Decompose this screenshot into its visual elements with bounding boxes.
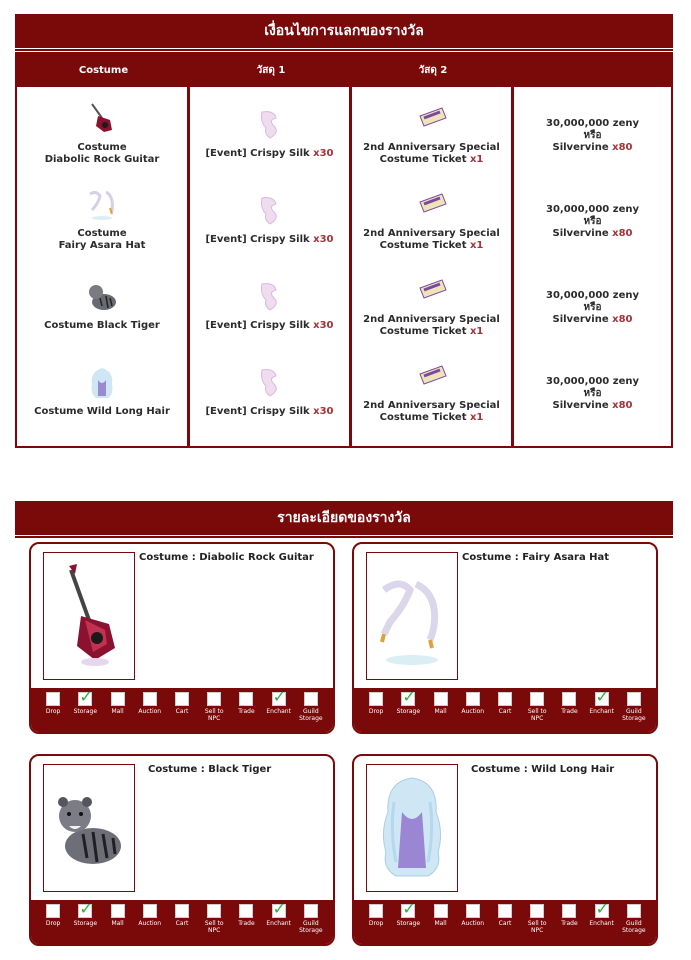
costume-ticket-icon bbox=[416, 102, 448, 136]
option-trade bbox=[232, 692, 260, 732]
costume-ticket-icon bbox=[416, 360, 448, 394]
material-2-line2: Costume Ticket bbox=[379, 326, 467, 337]
header-material-1: วัสดุ 1 bbox=[256, 65, 286, 76]
option-label: Drop bbox=[368, 920, 384, 927]
sell-to-npc-checkbox bbox=[207, 692, 221, 706]
trade-checkbox bbox=[239, 692, 253, 706]
option-label: Auction bbox=[138, 920, 162, 927]
exchange-conditions-banner bbox=[15, 14, 673, 48]
drop-checkbox bbox=[369, 904, 383, 918]
reward-name: Costume : Fairy Asara Hat bbox=[462, 552, 610, 563]
mall-checkbox bbox=[111, 692, 125, 706]
option-label: Mall bbox=[434, 920, 447, 927]
option-label: Drop bbox=[45, 708, 61, 715]
mall-checkbox bbox=[434, 692, 448, 706]
item-options-bar bbox=[31, 688, 333, 732]
material-1-qty: x30 bbox=[313, 320, 334, 331]
trade-checkbox bbox=[562, 692, 576, 706]
table-row bbox=[17, 91, 187, 177]
material-2-text bbox=[380, 412, 484, 424]
option-label: Trade bbox=[561, 920, 578, 927]
option-label: Trade bbox=[238, 708, 255, 715]
alt-name: Silvervine bbox=[552, 228, 609, 239]
option-label: Storage bbox=[396, 920, 421, 927]
alt-qty: x80 bbox=[612, 400, 633, 411]
table-row bbox=[190, 263, 349, 349]
costume-label-line2: Diabolic Rock Guitar bbox=[44, 154, 160, 165]
table-row bbox=[352, 177, 511, 263]
material-1-column bbox=[190, 87, 352, 446]
storage-checkbox bbox=[401, 904, 415, 918]
option-trade bbox=[232, 904, 260, 944]
reward-card-fairy-asara-hat bbox=[352, 542, 658, 734]
option-storage bbox=[394, 692, 422, 732]
crispy-silk-icon bbox=[254, 108, 286, 142]
reward-card-diabolic-rock-guitar bbox=[29, 542, 335, 734]
trade-checkbox bbox=[239, 904, 253, 918]
table-body bbox=[17, 87, 671, 446]
option-sell-to-npc bbox=[200, 904, 228, 944]
option-mall bbox=[427, 692, 455, 732]
material-1-qty: x30 bbox=[313, 406, 334, 417]
reward-name: Costume : Wild Long Hair bbox=[471, 764, 615, 775]
auction-checkbox bbox=[143, 904, 157, 918]
option-auction bbox=[459, 692, 487, 732]
costume-ticket-icon bbox=[416, 188, 448, 222]
reward-card-wild-long-hair bbox=[352, 754, 658, 946]
fairy-hat-icon bbox=[86, 188, 118, 222]
material-2-text bbox=[380, 326, 484, 338]
auction-checkbox bbox=[466, 692, 480, 706]
table-row bbox=[17, 263, 187, 349]
material-1-text bbox=[205, 148, 333, 160]
auction-checkbox bbox=[143, 692, 157, 706]
option-label: Mall bbox=[111, 920, 124, 927]
crispy-silk-icon bbox=[254, 194, 286, 228]
option-label: Sell to NPC bbox=[527, 708, 547, 722]
option-mall bbox=[427, 904, 455, 944]
option-label: Storage bbox=[73, 708, 98, 715]
material-2-qty: x1 bbox=[469, 412, 484, 423]
material-1-name: [Event] Crispy Silk bbox=[205, 406, 310, 417]
price-alt bbox=[553, 228, 633, 240]
table-row bbox=[514, 179, 671, 265]
wild-long-hair-icon bbox=[86, 366, 118, 400]
storage-checkbox bbox=[78, 904, 92, 918]
material-2-column bbox=[352, 87, 514, 446]
sell-to-npc-checkbox bbox=[530, 904, 544, 918]
option-label: Mall bbox=[111, 708, 124, 715]
costume-label-line2: Costume Black Tiger bbox=[44, 320, 160, 331]
option-label: Cart bbox=[498, 708, 512, 715]
guild-storage-checkbox bbox=[627, 904, 641, 918]
enchant-checkbox bbox=[272, 692, 286, 706]
option-label: Trade bbox=[238, 920, 255, 927]
option-label: Enchant bbox=[589, 920, 614, 927]
costume-column bbox=[17, 87, 190, 446]
trade-checkbox bbox=[562, 904, 576, 918]
option-enchant bbox=[588, 904, 616, 944]
storage-checkbox bbox=[78, 692, 92, 706]
reward-name: Costume : Diabolic Rock Guitar bbox=[139, 552, 314, 563]
table-header bbox=[17, 54, 671, 87]
cart-checkbox bbox=[175, 692, 189, 706]
option-mall bbox=[104, 692, 132, 732]
material-2-line2: Costume Ticket bbox=[379, 412, 467, 423]
option-label: Enchant bbox=[266, 708, 291, 715]
reward-image-frame bbox=[43, 552, 135, 680]
guild-storage-checkbox bbox=[304, 692, 318, 706]
table-row bbox=[352, 263, 511, 349]
option-label: Guild Storage bbox=[299, 920, 323, 934]
reward-image-frame bbox=[43, 764, 135, 892]
drop-checkbox bbox=[46, 692, 60, 706]
enchant-checkbox bbox=[595, 692, 609, 706]
material-2-qty: x1 bbox=[469, 154, 484, 165]
material-2-line1: 2nd Anniversary Special bbox=[363, 142, 500, 153]
auction-checkbox bbox=[466, 904, 480, 918]
option-label: Cart bbox=[175, 920, 189, 927]
sell-to-npc-checkbox bbox=[530, 692, 544, 706]
cart-checkbox bbox=[175, 904, 189, 918]
reward-image-frame bbox=[366, 552, 458, 680]
option-label: Storage bbox=[73, 920, 98, 927]
item-options-bar bbox=[31, 900, 333, 944]
drop-checkbox bbox=[46, 904, 60, 918]
costume-label-line2: Fairy Asara Hat bbox=[58, 240, 146, 251]
price-or: หรือ bbox=[583, 302, 602, 313]
option-auction bbox=[136, 904, 164, 944]
material-2-line1: 2nd Anniversary Special bbox=[363, 400, 500, 411]
material-2-text bbox=[380, 240, 484, 252]
alt-qty: x80 bbox=[612, 228, 633, 239]
price-alt bbox=[553, 314, 633, 326]
material-1-text bbox=[205, 320, 333, 332]
guild-storage-checkbox bbox=[627, 692, 641, 706]
black-tiger-icon bbox=[49, 772, 129, 884]
crispy-silk-icon bbox=[254, 280, 286, 314]
option-drop bbox=[39, 692, 67, 732]
reward-card-black-tiger bbox=[29, 754, 335, 946]
option-label: Sell to NPC bbox=[204, 920, 224, 934]
cart-checkbox bbox=[498, 692, 512, 706]
material-2-line1: 2nd Anniversary Special bbox=[363, 228, 500, 239]
price-zeny: 30,000,000 zeny bbox=[546, 118, 639, 129]
option-drop bbox=[362, 904, 390, 944]
material-2-line1: 2nd Anniversary Special bbox=[363, 314, 500, 325]
enchant-checkbox bbox=[595, 904, 609, 918]
material-1-name: [Event] Crispy Silk bbox=[205, 320, 310, 331]
table-row bbox=[352, 349, 511, 435]
black-tiger-icon bbox=[86, 280, 118, 314]
option-sell-to-npc bbox=[523, 904, 551, 944]
option-sell-to-npc bbox=[200, 692, 228, 732]
mall-checkbox bbox=[434, 904, 448, 918]
table-row bbox=[514, 93, 671, 179]
crispy-silk-icon bbox=[254, 366, 286, 400]
material-1-name: [Event] Crispy Silk bbox=[205, 234, 310, 245]
fairy-hat-icon bbox=[372, 560, 452, 672]
option-trade bbox=[555, 904, 583, 944]
table-row bbox=[514, 265, 671, 351]
alt-name: Silvervine bbox=[552, 400, 609, 411]
price-or: หรือ bbox=[583, 130, 602, 141]
option-label: Auction bbox=[138, 708, 162, 715]
exchange-table bbox=[15, 52, 673, 448]
material-2-qty: x1 bbox=[469, 240, 484, 251]
option-label: Cart bbox=[175, 708, 189, 715]
reward-name: Costume : Black Tiger bbox=[148, 764, 272, 775]
option-enchant bbox=[265, 692, 293, 732]
option-enchant bbox=[588, 692, 616, 732]
costume-label-line1: Costume bbox=[77, 228, 127, 239]
option-label: Mall bbox=[434, 708, 447, 715]
material-2-qty: x1 bbox=[469, 326, 484, 337]
costume-label-line1: Costume bbox=[77, 142, 127, 153]
option-drop bbox=[39, 904, 67, 944]
table-row bbox=[190, 349, 349, 435]
price-or: หรือ bbox=[583, 388, 602, 399]
material-1-qty: x30 bbox=[313, 148, 334, 159]
item-options-bar bbox=[354, 688, 656, 732]
guild-storage-checkbox bbox=[304, 904, 318, 918]
item-options-bar bbox=[354, 900, 656, 944]
option-label: Storage bbox=[396, 708, 421, 715]
material-1-text bbox=[205, 234, 333, 246]
enchant-checkbox bbox=[272, 904, 286, 918]
option-label: Sell to NPC bbox=[527, 920, 547, 934]
price-zeny: 30,000,000 zeny bbox=[546, 204, 639, 215]
option-label: Sell to NPC bbox=[204, 708, 224, 722]
reward-image-frame bbox=[366, 764, 458, 892]
option-guild-storage bbox=[620, 904, 648, 944]
cart-checkbox bbox=[498, 904, 512, 918]
option-cart bbox=[491, 692, 519, 732]
option-cart bbox=[168, 904, 196, 944]
price-or: หรือ bbox=[583, 216, 602, 227]
storage-checkbox bbox=[401, 692, 415, 706]
costume-ticket-icon bbox=[416, 274, 448, 308]
reward-details-title: รายละเอียดของรางวัล bbox=[277, 510, 411, 526]
header-material-2: วัสดุ 2 bbox=[418, 65, 448, 76]
sell-to-npc-checkbox bbox=[207, 904, 221, 918]
table-row bbox=[352, 91, 511, 177]
table-row bbox=[190, 177, 349, 263]
guitar-icon bbox=[49, 560, 129, 672]
option-label: Guild Storage bbox=[622, 708, 646, 722]
option-guild-storage bbox=[297, 904, 325, 944]
option-label: Auction bbox=[461, 920, 485, 927]
price-zeny: 30,000,000 zeny bbox=[546, 290, 639, 301]
option-sell-to-npc bbox=[523, 692, 551, 732]
alt-name: Silvervine bbox=[552, 142, 609, 153]
wild-long-hair-icon bbox=[372, 772, 452, 884]
material-2-text bbox=[380, 154, 484, 166]
alt-qty: x80 bbox=[612, 142, 633, 153]
option-auction bbox=[459, 904, 487, 944]
material-1-name: [Event] Crispy Silk bbox=[205, 148, 310, 159]
option-label: Enchant bbox=[589, 708, 614, 715]
option-cart bbox=[168, 692, 196, 732]
price-alt bbox=[553, 142, 633, 154]
option-storage bbox=[394, 904, 422, 944]
material-2-line2: Costume Ticket bbox=[379, 154, 467, 165]
option-storage bbox=[71, 904, 99, 944]
mall-checkbox bbox=[111, 904, 125, 918]
option-storage bbox=[71, 692, 99, 732]
option-label: Auction bbox=[461, 708, 485, 715]
material-1-text bbox=[205, 406, 333, 418]
option-trade bbox=[555, 692, 583, 732]
price-alt bbox=[553, 400, 633, 412]
option-label: Cart bbox=[498, 920, 512, 927]
option-enchant bbox=[265, 904, 293, 944]
option-label: Trade bbox=[561, 708, 578, 715]
alt-name: Silvervine bbox=[552, 314, 609, 325]
option-guild-storage bbox=[297, 692, 325, 732]
option-drop bbox=[362, 692, 390, 732]
material-1-qty: x30 bbox=[313, 234, 334, 245]
table-row bbox=[17, 349, 187, 435]
price-column bbox=[514, 87, 671, 446]
exchange-conditions-title: เงื่อนไขการแลกของรางวัล bbox=[264, 23, 424, 39]
table-row bbox=[17, 177, 187, 263]
drop-checkbox bbox=[369, 692, 383, 706]
option-cart bbox=[491, 904, 519, 944]
table-row bbox=[514, 351, 671, 437]
reward-details-banner bbox=[15, 501, 673, 535]
alt-qty: x80 bbox=[612, 314, 633, 325]
header-costume: Costume bbox=[78, 65, 129, 76]
material-2-line2: Costume Ticket bbox=[379, 240, 467, 251]
price-zeny: 30,000,000 zeny bbox=[546, 376, 639, 387]
option-guild-storage bbox=[620, 692, 648, 732]
costume-label-line2: Costume Wild Long Hair bbox=[34, 406, 170, 417]
option-label: Guild Storage bbox=[299, 708, 323, 722]
guitar-icon bbox=[86, 102, 118, 136]
option-label: Drop bbox=[45, 920, 61, 927]
table-row bbox=[190, 91, 349, 177]
option-label: Enchant bbox=[266, 920, 291, 927]
option-label: Drop bbox=[368, 708, 384, 715]
option-mall bbox=[104, 904, 132, 944]
option-label: Guild Storage bbox=[622, 920, 646, 934]
header-price bbox=[514, 54, 671, 87]
option-auction bbox=[136, 692, 164, 732]
